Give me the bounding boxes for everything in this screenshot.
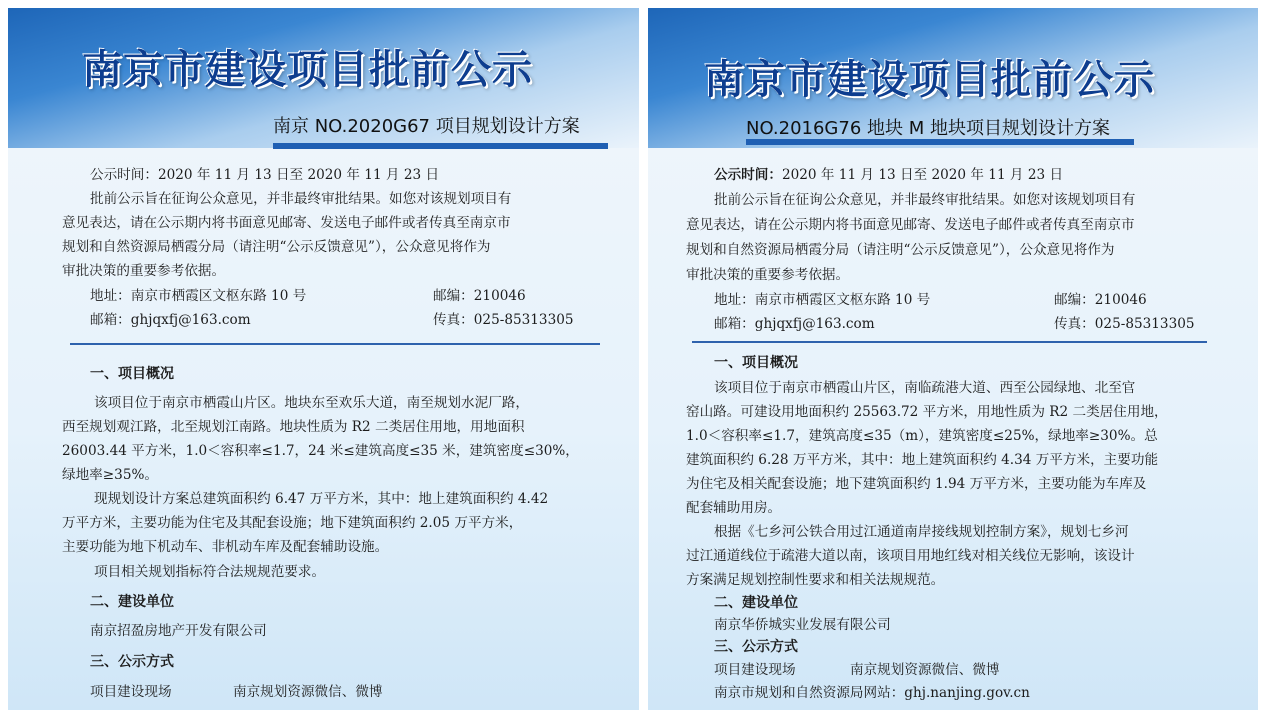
right-section3-heading: 三、公示方式	[714, 639, 798, 655]
left-fax: 传真：025-85313305	[433, 312, 574, 328]
left-email: 邮箱：ghjqxfj@163.com	[90, 312, 251, 328]
left-section1-line: 该项目位于南京市栖霞山片区。地块东至欢乐大道，南至规划水泥厂路，	[94, 395, 529, 411]
right-notice-panel	[648, 8, 1258, 710]
left-section1-line: 绿地率≥35%。	[62, 467, 158, 483]
left-address: 地址：南京市栖霞区文枢东路 10 号	[90, 288, 307, 304]
right-section1-heading: 一、项目概况	[714, 355, 798, 371]
right-notice-dates: 2020 年 11 月 13 日至 2020 年 11 月 23 日	[781, 167, 1064, 183]
right-notice-label: 公示时间：	[714, 167, 782, 183]
right-notice-time	[714, 166, 1063, 184]
right-website: 南京市规划和自然资源局网站：ghj.nanjing.gov.cn	[714, 685, 1030, 701]
right-section1-line: 该项目位于南京市栖霞山片区，南临疏港大道、西至公园绿地、北至官	[714, 380, 1136, 396]
right-intro-line: 批前公示旨在征询公众意见，并非最终审批结果。如您对该规划项目有	[714, 192, 1136, 208]
left-intro-line: 意见表达，请在公示期内将书面意见邮寄、发送电子邮件或者传真至南京市	[62, 215, 511, 231]
left-section1-line: 项目相关规划指标符合法规规范要求。	[94, 564, 326, 580]
right-section1-line: 方案满足规划控制性要求和相关法规规范。	[686, 572, 945, 588]
left-intro-line: 审批决策的重要参考依据。	[62, 263, 226, 279]
left-section1-line: 26003.44 平方米，1.0＜容积率≤1.7，24 米≤建筑高度≤35 米，建筑密度≤30%，	[62, 443, 579, 459]
right-title: 南京市建设项目批前公示	[704, 57, 1155, 103]
left-section1-line: 万平方米，主要功能为住宅及其配套设施；地下建筑面积约 2.05 万平方米，	[62, 515, 523, 531]
left-intro-line: 批前公示旨在征询公众意见，并非最终审批结果。如您对该规划项目有	[90, 191, 512, 207]
left-notice-time: 公示时间：2020 年 11 月 13 日至 2020 年 11 月 23 日	[90, 167, 440, 183]
right-section1-line: 窑山路。可建设用地面积约 25563.72 平方米，用地性质为 R2 二类居住用地，	[686, 404, 1168, 420]
left-divider	[70, 343, 600, 345]
right-intro-line: 意见表达，请在公示期内将书面意见邮寄、发送电子邮件或者传真至南京市	[686, 217, 1135, 233]
right-address: 地址：南京市栖霞区文枢东路 10 号	[714, 292, 931, 308]
right-section1-line: 根据《七乡河公铁合用过江通道南岸接线规划控制方案》，规划七乡河	[714, 524, 1129, 540]
left-developer: 南京招盈房地产开发有限公司	[90, 623, 267, 639]
right-section1-line: 为住宅及相关配套设施；地下建筑面积约 1.94 万平方米，主要功能为车库及	[686, 476, 1147, 492]
right-method-onsite: 项目建设现场	[714, 662, 796, 678]
right-method-wechat: 南京规划资源微信、微博	[850, 662, 1000, 678]
right-intro-line: 规划和自然资源局栖霞分局（请注明“公示反馈意见”），公众意见将作为	[686, 242, 1115, 258]
left-section3-heading: 三、公示方式	[90, 654, 174, 670]
left-section1-line: 西至规划观江路，北至规划江南路。地块性质为 R2 二类居住用地，用地面积	[62, 419, 525, 435]
left-method-onsite: 项目建设现场	[90, 684, 172, 700]
left-section1-heading: 一、项目概况	[90, 366, 174, 382]
right-section1-line: 建筑面积约 6.28 万平方米，其中：地上建筑面积约 4.34 万平方米，主要功能	[686, 452, 1159, 468]
right-email: 邮箱：ghjqxfj@163.com	[714, 316, 875, 332]
right-section1-line: 配套辅助用房。	[686, 500, 782, 516]
right-postcode: 邮编：210046	[1054, 292, 1147, 308]
left-title: 南京市建设项目批前公示	[82, 47, 533, 93]
left-postcode: 邮编：210046	[433, 288, 526, 304]
left-method-wechat: 南京规划资源微信、微博	[233, 684, 383, 700]
left-subtitle-bar	[273, 143, 608, 149]
left-subtitle: 南京 NO.2020G67 项目规划设计方案	[273, 116, 580, 137]
left-section1-line: 现规划设计方案总建筑面积约 6.47 万平方米，其中：地上建筑面积约 4.42	[94, 491, 549, 507]
right-subtitle: NO.2016G76 地块 M 地块项目规划设计方案	[746, 118, 1110, 139]
left-intro-line: 规划和自然资源局栖霞分局（请注明“公示反馈意见”），公众意见将作为	[62, 239, 491, 255]
right-developer: 南京华侨城实业发展有限公司	[714, 617, 891, 633]
right-section2-heading: 二、建设单位	[714, 595, 798, 611]
right-divider	[692, 341, 1207, 343]
right-fax: 传真：025-85313305	[1054, 316, 1195, 332]
left-section1-line: 主要功能为地下机动车、非机动车库及配套辅助设施。	[62, 539, 389, 555]
left-section2-heading: 二、建设单位	[90, 594, 174, 610]
right-intro-line: 审批决策的重要参考依据。	[686, 267, 850, 283]
right-section1-line: 过江通道线位于疏港大道以南，该项目用地红线对相关线位无影响，该设计	[686, 548, 1135, 564]
right-subtitle-bar	[746, 139, 1134, 145]
left-notice-panel	[8, 8, 639, 710]
right-section1-line: 1.0＜容积率≤1.7，建筑高度≤35（m），建筑密度≤25%，绿地率≥30%。总	[686, 428, 1158, 444]
